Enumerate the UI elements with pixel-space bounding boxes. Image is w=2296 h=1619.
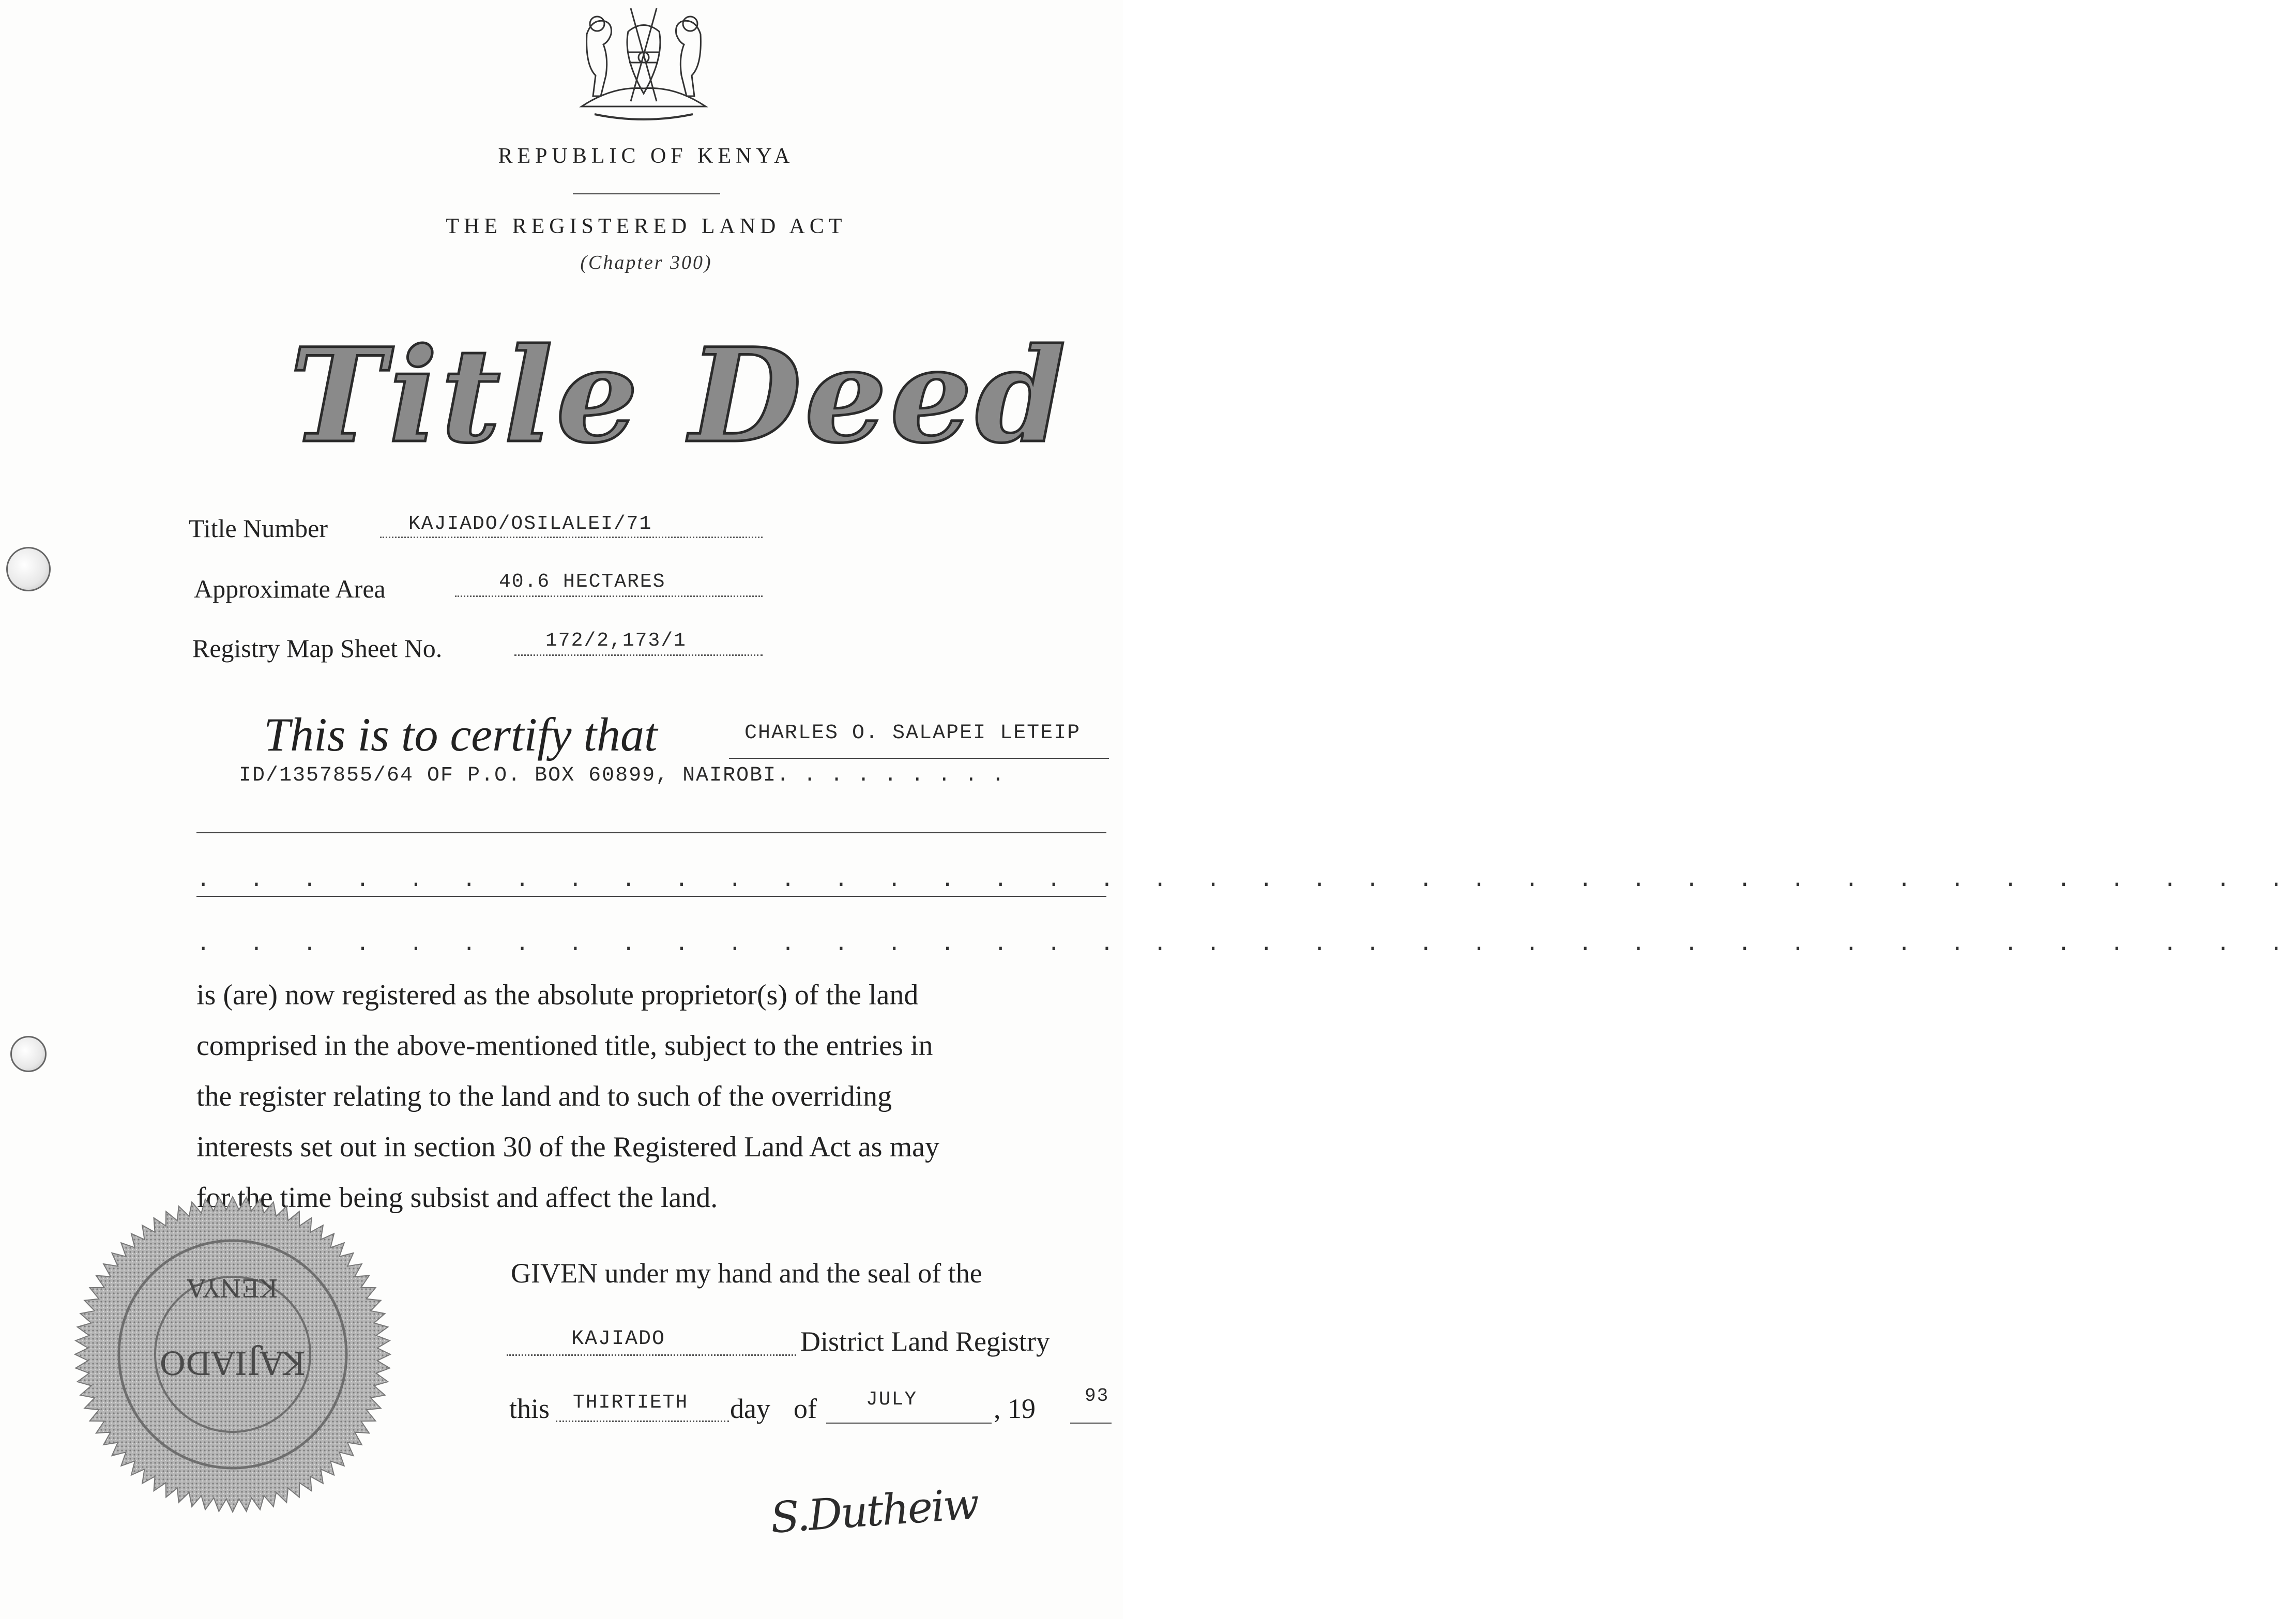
district-line bbox=[507, 1354, 796, 1356]
header-divider bbox=[573, 193, 720, 194]
title-number-label: Title Number bbox=[189, 514, 328, 543]
certification-body bbox=[196, 970, 1122, 1223]
registry-map-sheet-line bbox=[514, 654, 763, 656]
act-heading: THE REGISTERED LAND ACT bbox=[446, 215, 847, 238]
day-line bbox=[556, 1421, 729, 1422]
approximate-area-value: 40.6 HECTARES bbox=[499, 571, 666, 593]
day-value: THIRTIETH bbox=[573, 1392, 689, 1414]
registry-map-sheet-label: Registry Map Sheet No. bbox=[192, 634, 443, 663]
day-label: day bbox=[730, 1393, 770, 1424]
proprietor-details: ID/1357855/64 OF P.O. BOX 60899, NAIROBI. . . . . . . . . bbox=[239, 764, 1006, 787]
this-label: this bbox=[509, 1393, 550, 1424]
seal-text-top: KENYA bbox=[187, 1273, 278, 1302]
kenya-coat-of-arms-icon bbox=[566, 3, 721, 122]
approximate-area-line bbox=[455, 595, 763, 597]
seal-text-middle: KAJIADO bbox=[159, 1344, 306, 1382]
details-line-1 bbox=[196, 832, 1106, 833]
punch-hole bbox=[6, 547, 51, 591]
blank-dotted-line-2: . . . . . . . . . . . . . . . . . . . . . . . . . . . . . . . . . . . . . . . . bbox=[196, 931, 2296, 957]
year-value: 93 bbox=[1085, 1385, 1109, 1407]
punch-hole bbox=[10, 1036, 47, 1072]
certify-lead-text: This is to certify that bbox=[264, 708, 658, 761]
body-line: interests set out in section 30 of the Registered Land Act as may bbox=[196, 1131, 939, 1163]
month-value: JULY bbox=[866, 1388, 918, 1411]
blank-dotted-line-1: . . . . . . . . . . . . . . . . . . . . . . . . . . . . . . . . . . . . . . . . bbox=[196, 867, 2296, 893]
of-label: of bbox=[794, 1393, 817, 1424]
approximate-area-label: Approximate Area bbox=[194, 574, 386, 603]
district-label: District Land Registry bbox=[800, 1326, 1050, 1357]
land-registry-seal bbox=[67, 1189, 398, 1520]
title-number-line bbox=[380, 537, 763, 538]
chapter-reference: (Chapter 300) bbox=[580, 252, 712, 273]
body-line: the register relating to the land and to such of the overriding bbox=[196, 1080, 892, 1112]
body-line: for the time being subsist and affect the land. bbox=[196, 1182, 718, 1214]
year-prefix: , 19 bbox=[994, 1393, 1036, 1424]
document-title: Title Deed bbox=[290, 319, 1069, 471]
country-heading: REPUBLIC OF KENYA bbox=[498, 144, 795, 168]
registry-map-sheet-value: 172/2,173/1 bbox=[545, 630, 687, 652]
title-number-value: KAJIADO/OSILALEI/71 bbox=[408, 513, 652, 535]
month-line bbox=[826, 1423, 992, 1424]
proprietor-name-line bbox=[729, 758, 1109, 759]
year-line bbox=[1070, 1423, 1112, 1424]
details-line-2 bbox=[196, 896, 1106, 897]
body-line: comprised in the above-mentioned title, subject to the entries in bbox=[196, 1030, 933, 1062]
proprietor-name: CHARLES O. SALAPEI LETEIP bbox=[744, 722, 1081, 745]
body-line: is (are) now registered as the absolute proprietor(s) of the land bbox=[196, 979, 919, 1011]
given-line: GIVEN under my hand and the seal of the bbox=[511, 1258, 982, 1289]
district-value: KAJIADO bbox=[571, 1327, 666, 1351]
registrar-signature: S.Dutheiw bbox=[769, 1479, 980, 1543]
